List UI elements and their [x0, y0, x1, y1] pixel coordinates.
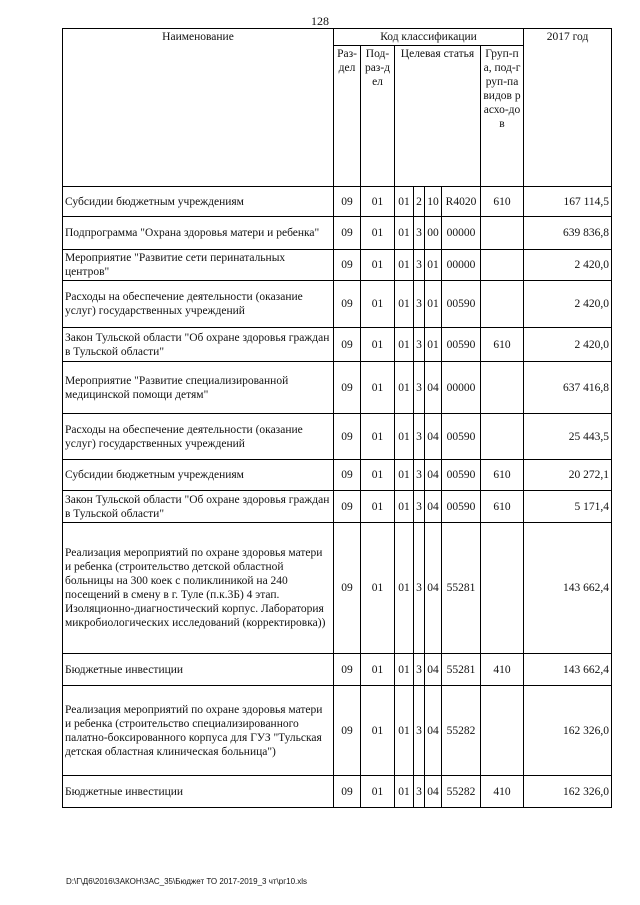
row-razdel: 09 — [334, 523, 361, 654]
row-razdel: 09 — [334, 187, 361, 217]
table-row — [63, 328, 612, 362]
row-cs4: 00590 — [442, 414, 481, 460]
row-cs2: 3 — [414, 523, 425, 654]
row-cs2: 3 — [414, 250, 425, 281]
row-cs1: 01 — [395, 654, 414, 686]
row-podrazdel: 01 — [361, 776, 395, 808]
row-podrazdel: 01 — [361, 250, 395, 281]
row-cs2: 3 — [414, 686, 425, 776]
header-expense-group: Груп-па, под-груп-па видов расхо-дов — [481, 46, 524, 187]
row-cs3: 01 — [425, 250, 442, 281]
row-amount: 143 662,4 — [524, 523, 612, 654]
row-name: Субсидии бюджетным учреждениям — [63, 460, 334, 491]
row-podrazdel: 01 — [361, 654, 395, 686]
row-vr: 610 — [481, 491, 524, 523]
row-cs3: 00 — [425, 217, 442, 250]
row-cs1: 01 — [395, 523, 414, 654]
row-vr: 610 — [481, 460, 524, 491]
budget-table — [62, 28, 612, 808]
header-classification: Код классификации — [334, 29, 524, 46]
row-podrazdel: 01 — [361, 328, 395, 362]
row-cs3: 04 — [425, 523, 442, 654]
row-amount: 637 416,8 — [524, 362, 612, 414]
row-cs1: 01 — [395, 686, 414, 776]
table-row — [63, 491, 612, 523]
row-cs2: 3 — [414, 491, 425, 523]
row-cs4: 00000 — [442, 362, 481, 414]
row-vr — [481, 217, 524, 250]
row-podrazdel: 01 — [361, 362, 395, 414]
table-row — [63, 217, 612, 250]
row-cs4: 00590 — [442, 491, 481, 523]
row-vr — [481, 523, 524, 654]
row-cs1: 01 — [395, 250, 414, 281]
row-cs2: 3 — [414, 217, 425, 250]
table-row — [63, 686, 612, 776]
row-cs3: 04 — [425, 654, 442, 686]
row-cs1: 01 — [395, 217, 414, 250]
header-target-article: Целевая статья — [395, 46, 481, 187]
row-cs3: 04 — [425, 776, 442, 808]
header-name: Наименование — [63, 29, 334, 187]
row-podrazdel: 01 — [361, 686, 395, 776]
row-razdel: 09 — [334, 328, 361, 362]
row-cs4: 00000 — [442, 250, 481, 281]
row-cs1: 01 — [395, 281, 414, 328]
row-cs4: 00590 — [442, 281, 481, 328]
row-vr — [481, 362, 524, 414]
row-cs2: 3 — [414, 281, 425, 328]
row-cs4: R4020 — [442, 187, 481, 217]
file-path-footer: D:\Г\Д6\2016\ЗАКОН\ЗАС_35\Бюджет ТО 2017-2019_3 чт\рг10.xls — [66, 877, 308, 886]
row-amount: 5 171,4 — [524, 491, 612, 523]
row-cs4: 55281 — [442, 523, 481, 654]
row-podrazdel: 01 — [361, 414, 395, 460]
row-razdel: 09 — [334, 414, 361, 460]
row-cs4: 00590 — [442, 460, 481, 491]
table-body — [63, 187, 612, 808]
row-cs3: 04 — [425, 686, 442, 776]
row-amount: 2 420,0 — [524, 328, 612, 362]
row-vr: 610 — [481, 187, 524, 217]
row-vr: 410 — [481, 776, 524, 808]
row-name: Закон Тульской области "Об охране здоровья граждан в Тульской области" — [63, 328, 334, 362]
table-row — [63, 460, 612, 491]
row-razdel: 09 — [334, 281, 361, 328]
header-subsection: Под-раз-дел — [361, 46, 395, 187]
row-name: Бюджетные инвестиции — [63, 776, 334, 808]
row-vr — [481, 250, 524, 281]
row-cs2: 2 — [414, 187, 425, 217]
row-vr: 610 — [481, 328, 524, 362]
row-cs1: 01 — [395, 414, 414, 460]
row-cs3: 04 — [425, 414, 442, 460]
row-razdel: 09 — [334, 686, 361, 776]
row-vr — [481, 281, 524, 328]
row-podrazdel: 01 — [361, 281, 395, 328]
row-name: Реализация мероприятий по охране здоровья матери и ребенка (строительство специализированного палатно-боксированного корпуса для ГУЗ "Тульская детская областная клиническая больница") — [63, 686, 334, 776]
row-amount: 162 326,0 — [524, 776, 612, 808]
row-amount: 167 114,5 — [524, 187, 612, 217]
row-cs3: 10 — [425, 187, 442, 217]
table-row — [63, 187, 612, 217]
row-cs1: 01 — [395, 362, 414, 414]
row-cs4: 00000 — [442, 217, 481, 250]
row-vr — [481, 686, 524, 776]
page-number: 128 — [311, 14, 329, 28]
table-row — [63, 776, 612, 808]
row-vr: 410 — [481, 654, 524, 686]
row-cs2: 3 — [414, 328, 425, 362]
row-cs2: 3 — [414, 460, 425, 491]
row-podrazdel: 01 — [361, 217, 395, 250]
row-razdel: 09 — [334, 250, 361, 281]
row-name: Подпрограмма "Охрана здоровья матери и ребенка" — [63, 217, 334, 250]
table-row — [63, 654, 612, 686]
row-podrazdel: 01 — [361, 523, 395, 654]
row-razdel: 09 — [334, 362, 361, 414]
row-cs2: 3 — [414, 414, 425, 460]
row-cs3: 04 — [425, 491, 442, 523]
row-cs2: 3 — [414, 654, 425, 686]
row-amount: 20 272,1 — [524, 460, 612, 491]
row-vr — [481, 414, 524, 460]
row-cs4: 55282 — [442, 776, 481, 808]
row-name: Расходы на обеспечение деятельности (оказание услуг) государственных учреждений — [63, 414, 334, 460]
row-cs1: 01 — [395, 491, 414, 523]
row-amount: 25 443,5 — [524, 414, 612, 460]
row-cs4: 55282 — [442, 686, 481, 776]
table-row — [63, 362, 612, 414]
row-name: Реализация мероприятий по охране здоровья матери и ребенка (строительство детской областной больницы на 300 коек с поликлиникой на 240 посещений в смену в г. Туле (п.к.3Б) 4 этап. Изоляционно-диагностический корпус. Лаборатория микробиологических исследований (корректировка)) — [63, 523, 334, 654]
row-amount: 639 836,8 — [524, 217, 612, 250]
row-name: Закон Тульской области "Об охране здоровья граждан в Тульской области" — [63, 491, 334, 523]
row-cs1: 01 — [395, 187, 414, 217]
row-cs1: 01 — [395, 460, 414, 491]
row-razdel: 09 — [334, 460, 361, 491]
table-row — [63, 281, 612, 328]
row-cs4: 00590 — [442, 328, 481, 362]
table-header — [63, 29, 612, 187]
row-name: Расходы на обеспечение деятельности (оказание услуг) государственных учреждений — [63, 281, 334, 328]
row-cs2: 3 — [414, 776, 425, 808]
table-row — [63, 523, 612, 654]
row-cs3: 04 — [425, 362, 442, 414]
header-section: Раз-дел — [334, 46, 361, 187]
row-cs1: 01 — [395, 328, 414, 362]
row-amount: 143 662,4 — [524, 654, 612, 686]
row-razdel: 09 — [334, 776, 361, 808]
row-amount: 2 420,0 — [524, 250, 612, 281]
table-row — [63, 250, 612, 281]
row-razdel: 09 — [334, 217, 361, 250]
row-name: Мероприятие "Развитие специализированной медицинской помощи детям" — [63, 362, 334, 414]
row-podrazdel: 01 — [361, 491, 395, 523]
row-razdel: 09 — [334, 654, 361, 686]
row-podrazdel: 01 — [361, 460, 395, 491]
row-cs1: 01 — [395, 776, 414, 808]
row-cs2: 3 — [414, 362, 425, 414]
row-name: Субсидии бюджетным учреждениям — [63, 187, 334, 217]
row-cs4: 55281 — [442, 654, 481, 686]
table-row — [63, 414, 612, 460]
row-name: Мероприятие "Развитие сети перинатальных центров" — [63, 250, 334, 281]
header-year: 2017 год — [524, 29, 612, 187]
row-name: Бюджетные инвестиции — [63, 654, 334, 686]
row-cs3: 04 — [425, 460, 442, 491]
row-cs3: 01 — [425, 281, 442, 328]
row-cs3: 01 — [425, 328, 442, 362]
row-podrazdel: 01 — [361, 187, 395, 217]
row-amount: 2 420,0 — [524, 281, 612, 328]
row-amount: 162 326,0 — [524, 686, 612, 776]
row-razdel: 09 — [334, 491, 361, 523]
